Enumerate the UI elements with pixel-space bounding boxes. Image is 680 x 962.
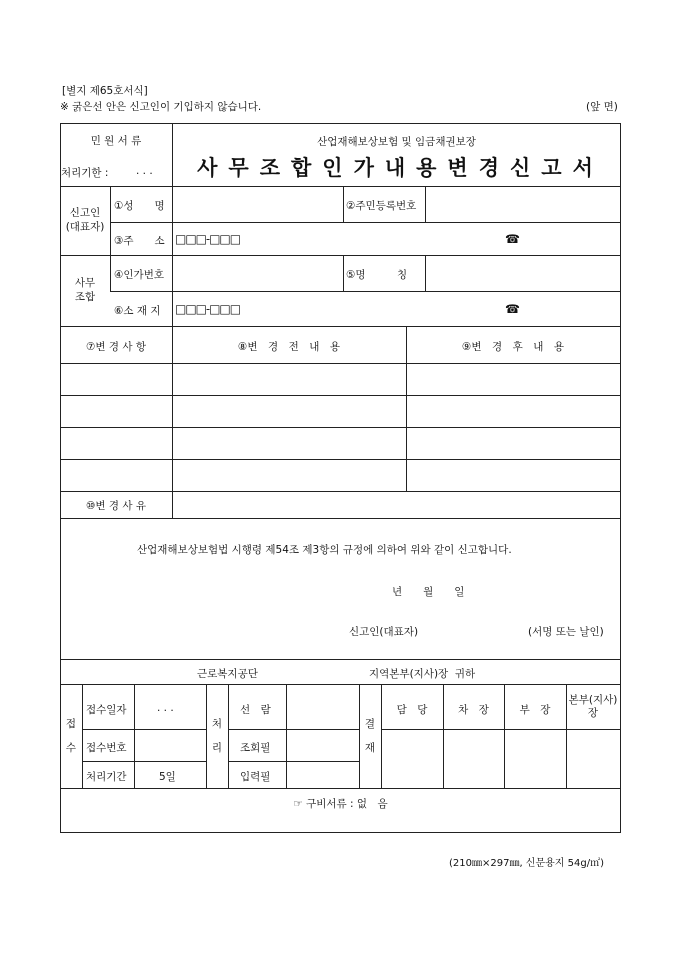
processing-period-value: 5일 — [159, 771, 176, 783]
approval-manager: 부 장 — [519, 704, 551, 716]
address-postcode-boxes[interactable]: □□□-□□□ — [175, 232, 241, 246]
declaration-date: 년 월 일 — [392, 586, 465, 598]
required-documents: ☞ 구비서류 : 없 음 — [293, 798, 388, 810]
office-name-field[interactable] — [428, 258, 618, 288]
deadline-label: 처리기한 : — [61, 167, 109, 179]
location-label: ⑥소 재 지 — [114, 305, 161, 317]
declaration-text: 산업재해보상보험법 시행령 제54조 제3항의 규정에 의하여 위와 같이 신고합니다. — [137, 544, 512, 556]
deadline-value: . . . — [136, 165, 153, 177]
office-group-label: 사무 조합 — [74, 277, 96, 303]
address-label: ③주 소 — [114, 235, 165, 247]
civil-document-label: 민 원 서 류 — [90, 135, 142, 147]
change-reason-field[interactable] — [174, 493, 618, 516]
approval-group-label: 결 재 — [364, 718, 376, 754]
office-phone-icon: ☎ — [505, 302, 520, 316]
recipient-to: 지역본부(지사)장 귀하 — [369, 668, 476, 680]
paper-spec: (210㎜×297㎜, 신문용지 54g/㎡) — [449, 858, 604, 869]
input-label: 입력필 — [240, 771, 271, 783]
form-subtitle: 산업재해보상보험 및 임금채권보장 — [317, 136, 476, 148]
form-title: 사무조합인가내용변경신고서 — [197, 155, 604, 180]
rrn-label: ②주민등록번호 — [346, 200, 417, 212]
before-change-header: ⑧변 경 전 내 용 — [237, 341, 341, 353]
change-rows-area[interactable] — [61, 364, 620, 490]
recipient-org: 근로복지공단 — [197, 668, 258, 680]
applicant-group-label: 신고인 (대표자) — [65, 207, 105, 233]
change-item-header: ⑦변 경 사 항 — [86, 341, 146, 353]
process-group-label: 처 리 — [211, 718, 223, 754]
name-label: ①성 명 — [114, 200, 165, 212]
approval-deputy: 차 장 — [458, 704, 489, 716]
receipt-date-label: 접수일자 — [86, 704, 127, 716]
license-number-field[interactable] — [174, 258, 340, 288]
review-label: 선 람 — [240, 704, 271, 716]
after-change-header: ⑨변 경 후 내 용 — [461, 341, 565, 353]
instruction-note: ※ 굵은선 안은 신고인이 기입하지 않습니다. — [60, 101, 262, 113]
processing-period-label: 처리기간 — [86, 771, 127, 783]
location-postcode-boxes[interactable]: □□□-□□□ — [175, 302, 241, 316]
approval-head: 본부(지사) 장 — [568, 694, 618, 719]
approval-staff: 담 당 — [396, 704, 428, 716]
change-reason-label: ⑩변 경 사 유 — [86, 500, 146, 512]
signer-label: 신고인(대표자) — [349, 626, 419, 638]
receipt-group-label: 접 수 — [65, 718, 77, 754]
rrn-field[interactable] — [428, 189, 618, 219]
phone-icon: ☎ — [505, 232, 520, 246]
license-number-label: ④인가번호 — [114, 269, 164, 281]
office-name-label: ⑤명 칭 — [346, 269, 408, 281]
receipt-date-value: . . . — [157, 702, 174, 714]
signature-note: (서명 또는 날인) — [528, 626, 604, 638]
page-side: (앞 면) — [586, 101, 618, 113]
form-number: [별지 제65호서식] — [62, 85, 148, 97]
receipt-number-label: 접수번호 — [86, 742, 127, 754]
name-field[interactable] — [174, 189, 340, 219]
inquiry-label: 조회필 — [240, 742, 271, 754]
